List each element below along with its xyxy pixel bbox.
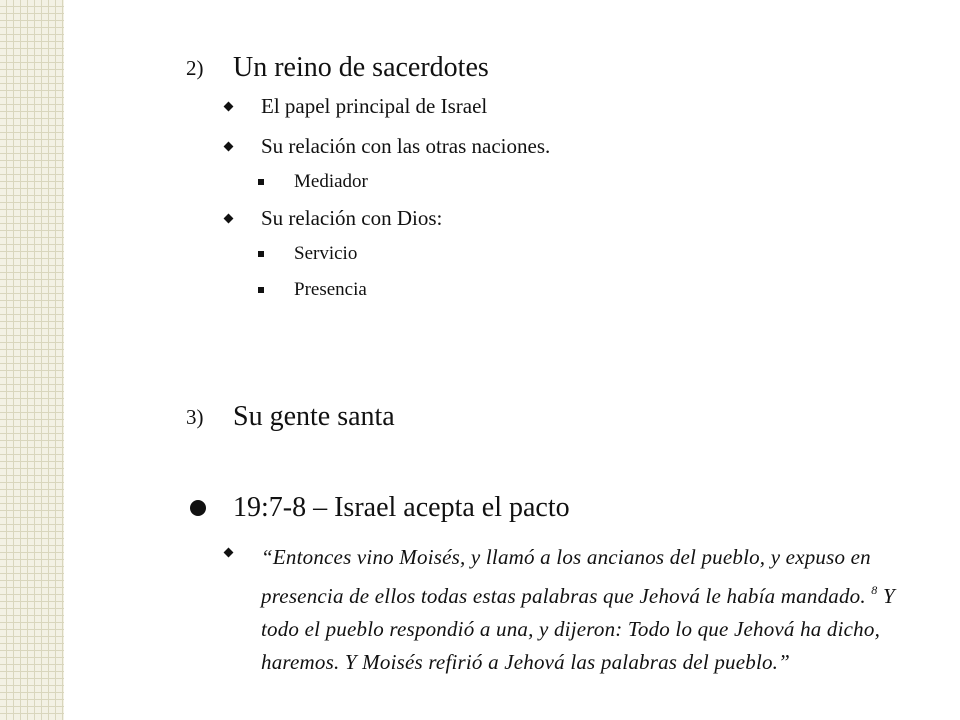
section-number: 3)	[186, 405, 204, 429]
sub-list-item: Servicio	[294, 243, 358, 264]
diamond-bullet-icon	[224, 214, 234, 224]
diamond-bullet-icon	[224, 548, 234, 558]
sub-list-item: Mediador	[294, 171, 368, 192]
quote-part-1: “Entonces vino Moisés, y llamó a los ancianos del pueblo, y expuso en presencia de ellos todas estas palabras que Jehová le había mandado.	[261, 545, 871, 608]
quote-part-2: Y todo el pueblo respondió a una, y dijeron: Todo lo que Jehová ha dicho, haremos. Y Moisés refirió a Jehová las palabras del pueblo.”	[261, 584, 895, 674]
scripture-quote	[261, 541, 911, 679]
diamond-bullet-icon	[224, 102, 234, 112]
section-title: Su gente santa	[233, 401, 395, 432]
list-item: El papel principal de Israel	[261, 94, 488, 118]
square-bullet-icon	[258, 251, 264, 257]
square-bullet-icon	[258, 179, 264, 185]
square-bullet-icon	[258, 287, 264, 293]
list-item: Su relación con las otras naciones.	[261, 134, 551, 158]
circle-bullet-icon	[190, 500, 206, 516]
decorative-grid-stripe	[0, 0, 64, 720]
verse-number: 8	[871, 583, 878, 597]
main-point-title: 19:7-8 – Israel acepta el pacto	[233, 492, 570, 523]
section-title: Un reino de sacerdotes	[233, 52, 489, 83]
section-number: 2)	[186, 56, 204, 80]
sub-list-item: Presencia	[294, 279, 367, 300]
list-item: Su relación con Dios:	[261, 206, 443, 230]
diamond-bullet-icon	[224, 142, 234, 152]
